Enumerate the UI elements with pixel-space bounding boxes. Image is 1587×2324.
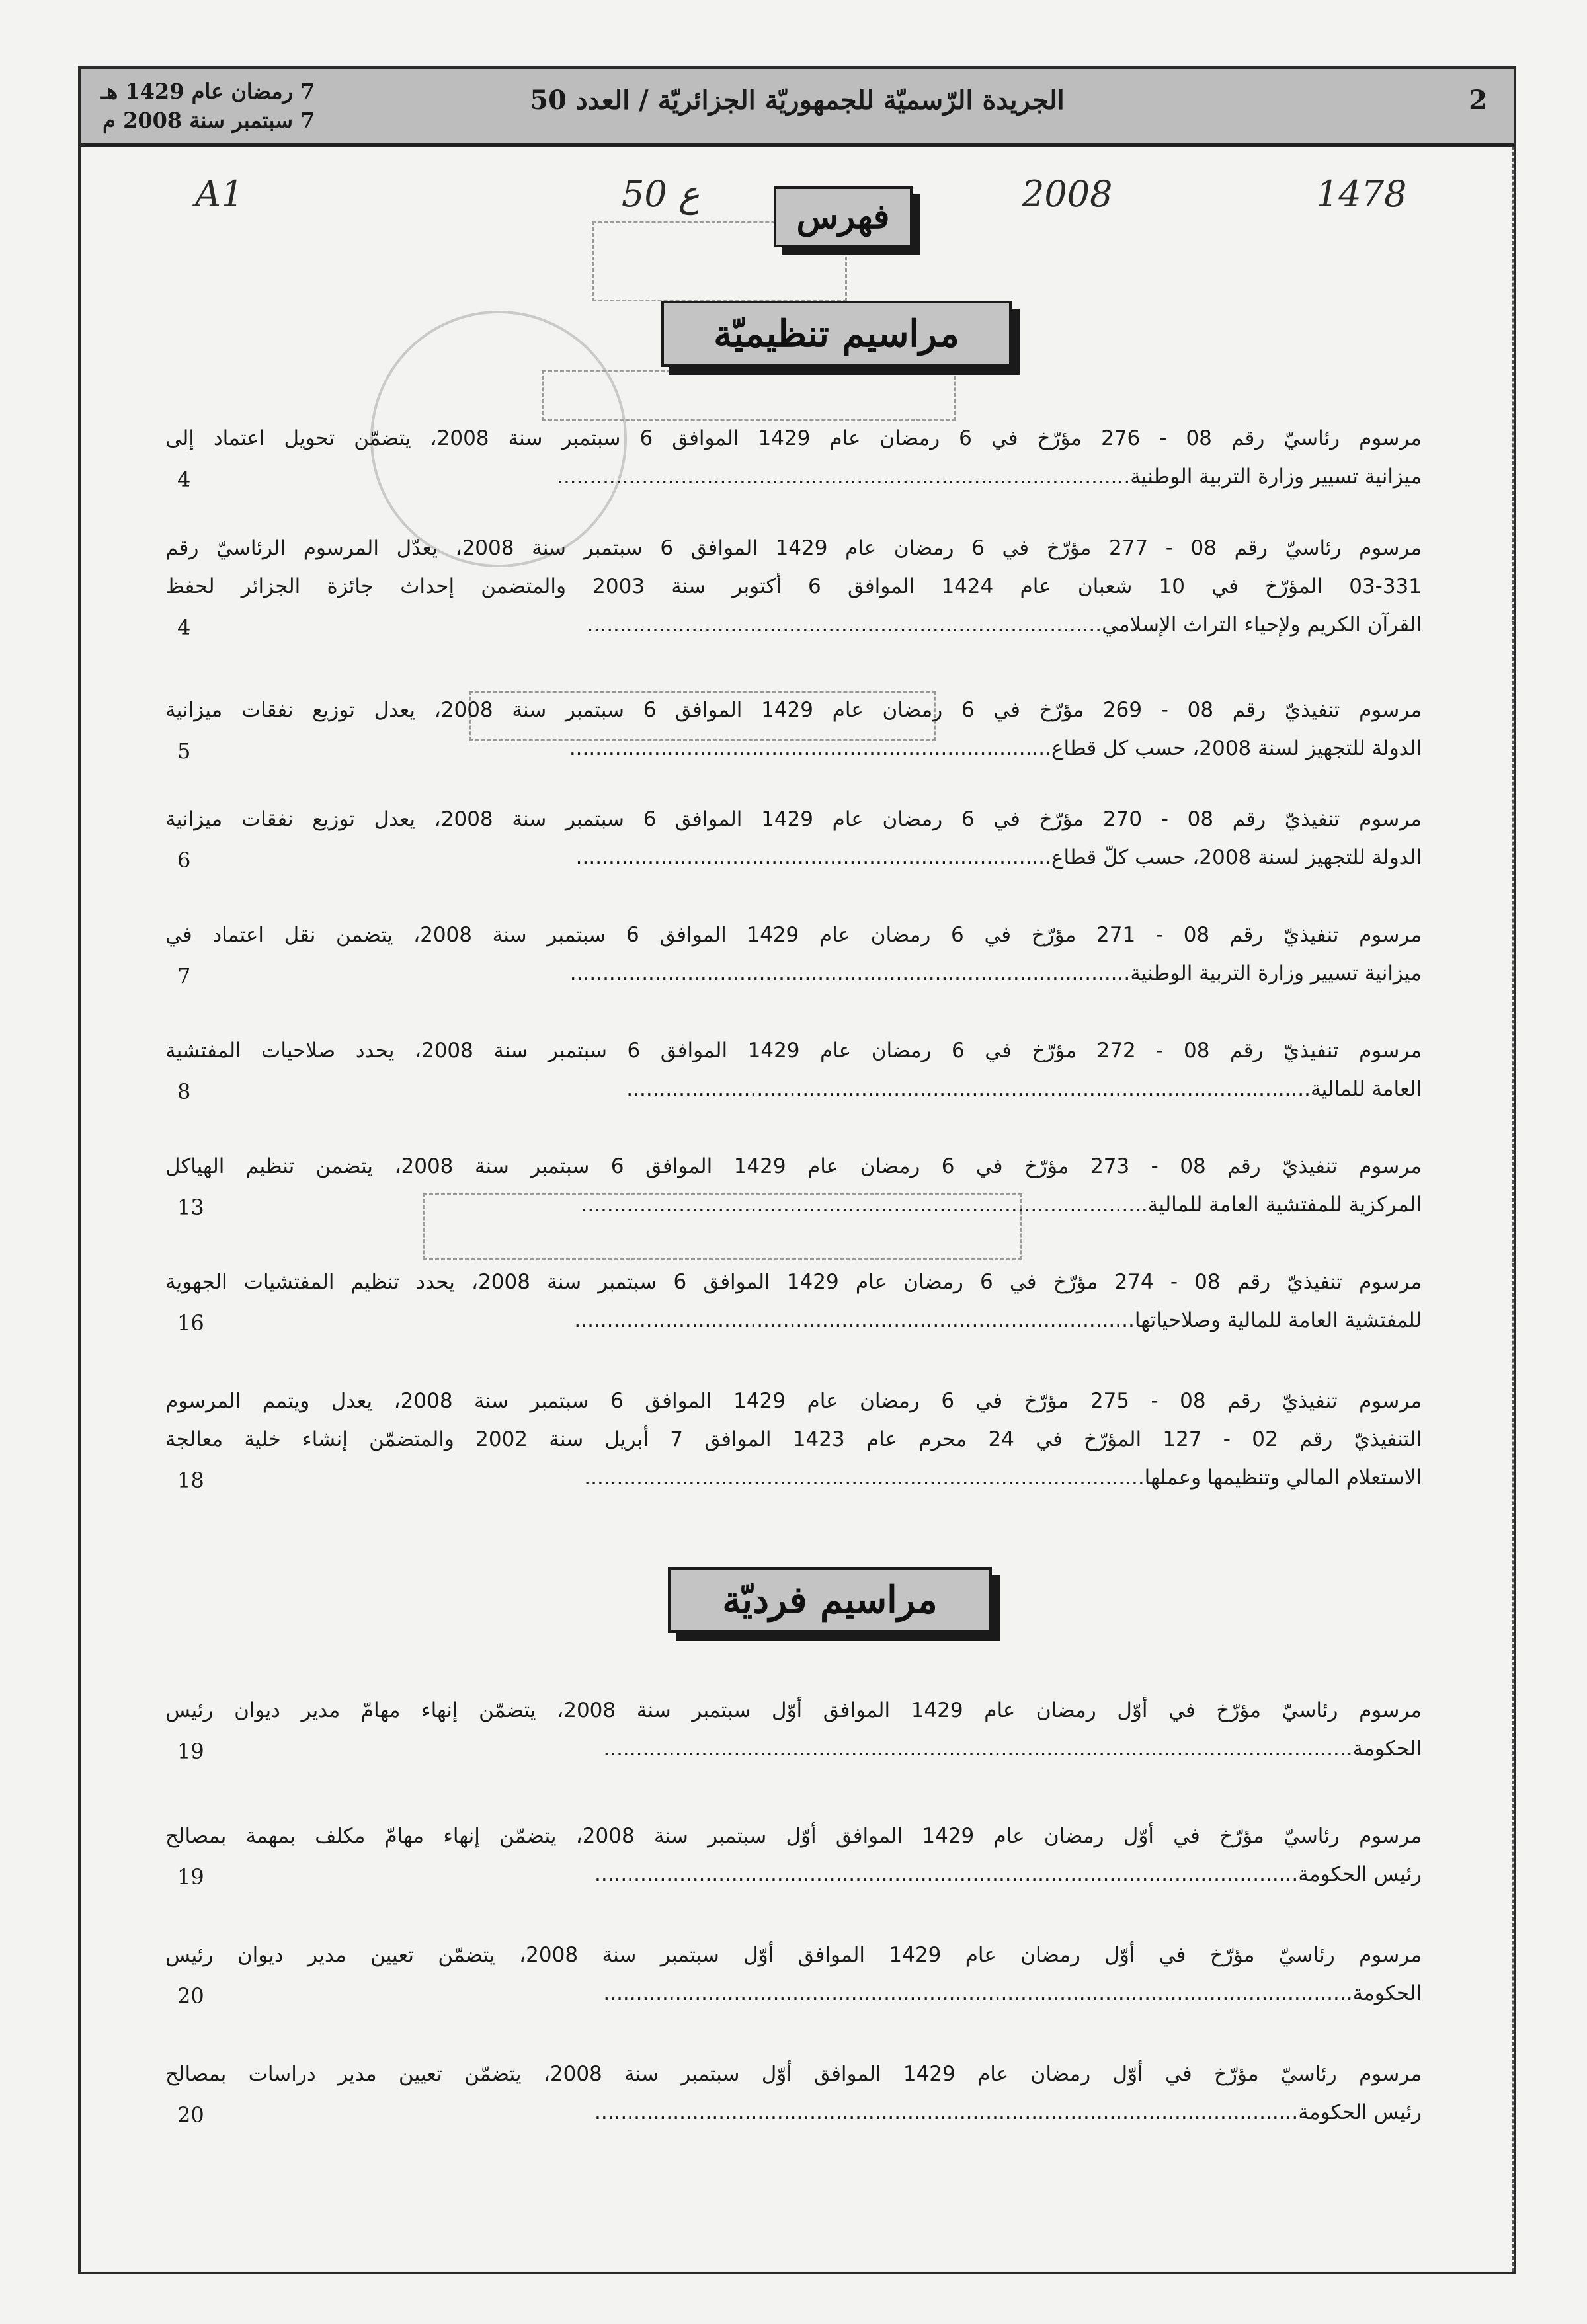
handwritten-note-center: 50 ع (622, 173, 700, 215)
entry-line: التنفيذيّ رقم 02 - 127 المؤرّخ في 24 محرم عام 1423 الموافق 7 أبريل سنة 2002 والمتضمّن إنشاء خلية معالجة (165, 1427, 1422, 1451)
entry-line: الحكومة................................................................................................................... (603, 1737, 1422, 1761)
entry-page: 19 (177, 1864, 204, 1890)
entry-line: مرسوم تنفيذيّ رقم 08 - 274 مؤرّخ في 6 رمضان عام 1429 الموافق 6 سبتمبر سنة 2008، يحدد تنظيم المفتشيات الجهوية (165, 1270, 1422, 1294)
entry-line: مرسوم رئاسيّ رقم 08 - 277 مؤرّخ في 6 رمضان عام 1429 الموافق 6 سبتمبر سنة 2008، يعدّل المرسوم الرئاسيّ رقم (165, 536, 1422, 560)
entry-page: 16 (177, 1310, 204, 1336)
toc-entry (165, 419, 1422, 496)
entry-page: 7 (177, 963, 191, 988)
entry-line: مرسوم رئاسيّ مؤرّخ في أوّل رمضان عام 1429 الموافق أوّل سبتمبر سنة 2008، يتضمّن تعيين مدير ديوان رئيس (165, 1943, 1422, 1967)
entry-line: القرآن الكريم ولإحياء التراث الإسلامي............................................................................... (587, 613, 1422, 637)
issue-date (101, 77, 315, 135)
entry-line: الدولة للتجهيز لسنة 2008، حسب كلّ قطاع......................................................................... (575, 846, 1422, 869)
handwritten-note-right: 1478 (1316, 173, 1407, 215)
entry-line: مرسوم رئاسيّ مؤرّخ في أوّل رمضان عام 1429 الموافق أوّل سبتمبر سنة 2008، يتضمّن إنهاء مهامّ مكلف بمهمة بمصالح (165, 1824, 1422, 1848)
entry-line: مرسوم تنفيذيّ رقم 08 - 269 مؤرّخ في 6 رمضان عام 1429 الموافق 6 سبتمبر سنة 2008، يعدل توزيع نفقات ميزانية (165, 698, 1422, 722)
toc-entry (165, 1263, 1422, 1340)
journal-title: الجريدة الرّسميّة للجمهوريّة الجزائريّة / العدد 50 (530, 85, 1065, 116)
toc-entry (165, 529, 1422, 644)
toc-entry (165, 800, 1422, 877)
page-number: 2 (1469, 85, 1487, 116)
toc-entry (165, 1936, 1422, 2013)
entry-line: المركزية للمفتشية العامة للمالية....................................................................................... (581, 1193, 1422, 1217)
entry-line: رئيس الحكومة............................................................................................................ (594, 2101, 1422, 2124)
toc-entry (165, 1691, 1422, 1768)
entry-line: للمفتشية العامة للمالية وصلاحياتها...................................................................................... (574, 1308, 1422, 1332)
entry-line: الاستعلام المالي وتنظيمها وعملها...................................................................................... (584, 1466, 1422, 1490)
entry-line: ميزانية تسيير وزارة التربية الوطنية...................................................................................... (569, 961, 1422, 985)
entry-page: 5 (177, 739, 191, 764)
journal-header (81, 69, 1514, 147)
toc-entry (165, 2055, 1422, 2132)
toc-entry (165, 1817, 1422, 1894)
entry-line: مرسوم تنفيذيّ رقم 08 - 272 مؤرّخ في 6 رمضان عام 1429 الموافق 6 سبتمبر سنة 2008، يحدد صلاحيات المفتشية (165, 1039, 1422, 1062)
entry-page: 18 (177, 1468, 204, 1493)
entry-line: مرسوم تنفيذيّ رقم 08 - 270 مؤرّخ في 6 رمضان عام 1429 الموافق 6 سبتمبر سنة 2008، يعدل توزيع نفقات ميزانية (165, 807, 1422, 831)
section-title-individual: مراسيم فرديّة (668, 1567, 992, 1633)
entry-page: 20 (177, 1983, 204, 2009)
index-title: فهرس (774, 186, 913, 247)
entry-page: 8 (177, 1079, 191, 1104)
date-gregorian: 7 سبتمبر سنة 2008 م (102, 108, 315, 133)
toc-entry (165, 1382, 1422, 1497)
entry-page: 13 (177, 1195, 204, 1220)
toc-entry (165, 916, 1422, 992)
entry-line: مرسوم رئاسيّ مؤرّخ في أوّل رمضان عام 1429 الموافق أوّل سبتمبر سنة 2008، يتضمّن إنهاء مهامّ مدير ديوان رئيس (165, 1699, 1422, 1722)
section-title-regulatory: مراسيم تنظيميّة (661, 301, 1012, 367)
handwritten-note-date: 2008 (1022, 173, 1113, 215)
entry-page: 19 (177, 1739, 204, 1764)
entry-page: 4 (177, 467, 191, 492)
toc-entry (165, 691, 1422, 768)
entry-line: مرسوم تنفيذيّ رقم 08 - 275 مؤرّخ في 6 رمضان عام 1429 الموافق 6 سبتمبر سنة 2008، يعدل ويتمم المرسوم (165, 1389, 1422, 1413)
entry-line: الدولة للتجهيز لسنة 2008، حسب كل قطاع.......................................................................... (569, 737, 1422, 760)
entry-line: مرسوم رئاسيّ مؤرّخ في أوّل رمضان عام 1429 الموافق أوّل سبتمبر سنة 2008، يتضمّن تعيين مدير دراسات بمصالح (165, 2062, 1422, 2086)
entry-page: 6 (177, 848, 191, 873)
entry-line: 03-331 المؤرّخ في 10 شعبان عام 1424 الموافق 6 أكتوبر سنة 2003 والمتضمن إحداث جائزة الجزائر لحفظ (165, 575, 1422, 598)
entry-line: الحكومة................................................................................................................... (603, 1982, 1422, 2005)
entry-line: رئيس الحكومة............................................................................................................ (594, 1863, 1422, 1886)
handwritten-note-left: A1 (195, 173, 244, 215)
entry-page: 4 (177, 615, 191, 640)
entry-page: 20 (177, 2103, 204, 2128)
entry-line: مرسوم رئاسيّ رقم 08 - 276 مؤرّخ في 6 رمضان عام 1429 الموافق 6 سبتمبر سنة 2008، يتضمّن تحويل اعتماد إلى (165, 426, 1422, 450)
date-hijri: 7 رمضان عام 1429 هـ (101, 79, 315, 104)
entry-line: ميزانية تسيير وزارة التربية الوطنية........................................................................................ (557, 465, 1422, 489)
toc-entry (165, 1147, 1422, 1224)
toc-entry (165, 1031, 1422, 1108)
entry-line: مرسوم تنفيذيّ رقم 08 - 273 مؤرّخ في 6 رمضان عام 1429 الموافق 6 سبتمبر سنة 2008، يتضمن تنظيم الهياكل (165, 1154, 1422, 1178)
entry-line: العامة للمالية......................................................................................................... (626, 1077, 1422, 1101)
entry-line: مرسوم تنفيذيّ رقم 08 - 271 مؤرّخ في 6 رمضان عام 1429 الموافق 6 سبتمبر سنة 2008، يتضمن نقل اعتماد في (165, 923, 1422, 947)
frame-dashes (1512, 69, 1514, 2272)
